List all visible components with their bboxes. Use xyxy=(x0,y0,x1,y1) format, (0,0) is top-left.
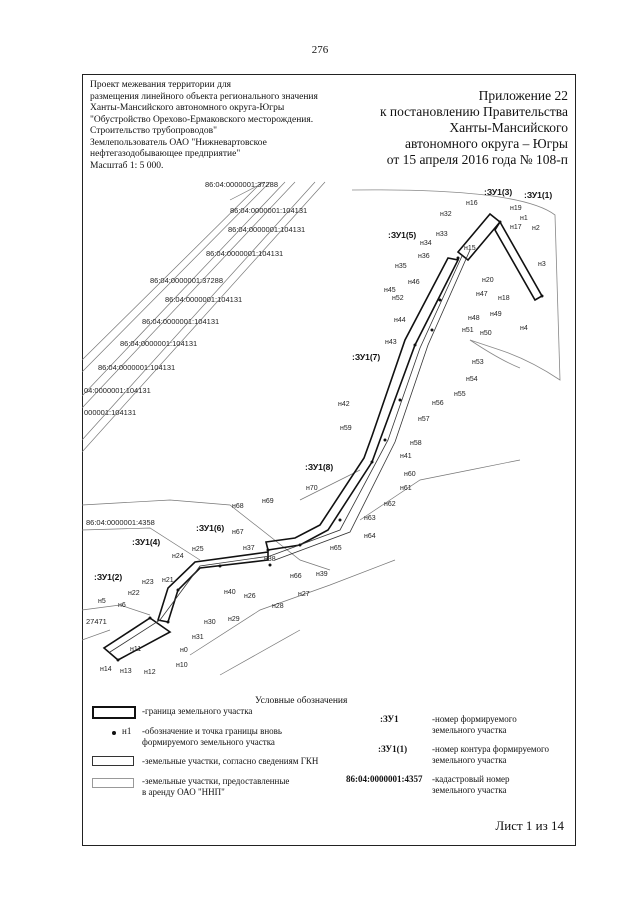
point-label: н48 xyxy=(468,315,480,322)
sheet-number: Лист 1 из 14 xyxy=(495,818,564,833)
point-label: н42 xyxy=(338,401,350,408)
parcel-label: :ЗУ1(3) xyxy=(484,187,513,197)
legend-swatch-boundary xyxy=(92,706,136,719)
cadastral-label: 86:04:0000001:4358 xyxy=(86,518,155,527)
point-label: н14 xyxy=(100,666,112,673)
cadastral-label: 86:04:0000001:37288 xyxy=(205,180,278,189)
point-label: н56 xyxy=(432,400,444,407)
point-label: н20 xyxy=(482,277,494,284)
point-label: н46 xyxy=(408,279,420,286)
point-label: н24 xyxy=(172,553,184,560)
project-line: Землепользователь ОАО "Нижневартовское xyxy=(90,137,267,148)
point-label: н33 xyxy=(436,231,448,238)
point-label: н51 xyxy=(462,327,474,334)
point-label: н31 xyxy=(192,634,204,641)
pipeline-lines xyxy=(110,250,470,652)
parcel-label: :ЗУ1(7) xyxy=(352,352,381,362)
legend-point-marker xyxy=(112,731,116,735)
point-label: н18 xyxy=(498,295,510,302)
legend-right-code: :ЗУ1 xyxy=(380,714,399,724)
point-label: н3 xyxy=(538,261,546,268)
cadastral-map xyxy=(82,180,576,688)
cadastral-label: 86:04:0000001:104131 xyxy=(230,206,308,215)
point-label: н6 xyxy=(118,602,126,609)
point-label: н34 xyxy=(420,240,432,247)
point-label: н60 xyxy=(404,471,416,478)
point-label: н44 xyxy=(394,317,406,324)
point-label: н35 xyxy=(395,263,407,270)
legend-label: формируемого земельного участка xyxy=(142,737,275,747)
point-label: н66 xyxy=(290,573,302,580)
legend-right-code: 86:04:0000001:4357 xyxy=(346,774,423,784)
legend-label: -граница земельного участка xyxy=(142,706,253,716)
point-label: н15 xyxy=(464,245,476,252)
point-label-group xyxy=(98,200,546,676)
project-line: Строительство трубопроводов" xyxy=(90,126,217,136)
point-label: н40 xyxy=(224,589,236,596)
point-label: н57 xyxy=(418,416,430,423)
map-svg xyxy=(82,180,576,688)
cadastral-label: 000001:104131 xyxy=(84,408,137,417)
project-line: Ханты-Мансийского автономного округа-Югры xyxy=(90,103,285,113)
point-label: н4 xyxy=(520,325,528,332)
point-label: н1 xyxy=(520,215,528,222)
cadastral-label: 86:04:0000001:104131 xyxy=(228,225,306,234)
cadastral-label: 27471 xyxy=(86,617,107,626)
legend-point-label: н1 xyxy=(122,726,132,736)
legend-right-label: земельного участка xyxy=(432,785,507,795)
project-line: нефтегазодобывающее предприятие" xyxy=(90,149,241,159)
point-label: н61 xyxy=(400,485,412,492)
legend-label: -земельные участки, предоставленные xyxy=(142,776,290,786)
point-label: н17 xyxy=(510,224,522,231)
point-label: н47 xyxy=(476,291,488,298)
parcel-label: :ЗУ1(8) xyxy=(305,462,334,472)
cadastral-label: 04:0000001:104131 xyxy=(84,386,151,395)
point-label: н54 xyxy=(466,376,478,383)
point-label: н67 xyxy=(232,529,244,536)
point-label: н64 xyxy=(364,533,376,540)
project-line: "Обустройство Орехово-Ермаковского месторождения. xyxy=(90,114,314,125)
point-label: н32 xyxy=(440,211,452,218)
appendix-header xyxy=(338,88,568,168)
appendix-line: Приложение 22 xyxy=(478,88,568,103)
point-label: н10 xyxy=(176,662,188,669)
legend-right-label: земельного участка xyxy=(432,725,507,735)
legend-label: -земельные участки, согласно сведениям ГКН xyxy=(142,756,319,766)
point-label: н65 xyxy=(330,545,342,552)
appendix-line: Ханты-Мансийского xyxy=(449,120,568,135)
parcel-label: :ЗУ1(4) xyxy=(132,537,161,547)
parcel-label: :ЗУ1(5) xyxy=(388,230,417,240)
project-line: Проект межевания территории для xyxy=(90,80,232,90)
parcel-label: :ЗУ1(6) xyxy=(196,523,225,533)
point-label: н58 xyxy=(410,440,422,447)
point-label: н11 xyxy=(130,646,142,653)
legend-title: Условные обозначения xyxy=(255,696,348,706)
legend-right-code: :ЗУ1(1) xyxy=(378,744,408,754)
point-label: н19 xyxy=(510,205,522,212)
cadastral-label: 86:04:0000001:104131 xyxy=(206,249,284,258)
cadastral-label: 86:04:0000001:104131 xyxy=(120,339,198,348)
point-label: н29 xyxy=(228,616,240,623)
legend-label: в аренду ОАО "ННП" xyxy=(142,787,225,797)
legend-swatch-gkn xyxy=(92,756,134,766)
project-description xyxy=(90,80,370,172)
point-label: н53 xyxy=(472,359,484,366)
legend-swatch-lease xyxy=(92,778,134,788)
project-line: Масштаб 1: 5 000. xyxy=(90,160,164,171)
point-label: н22 xyxy=(128,590,140,597)
lower-parcels xyxy=(82,460,520,675)
point-label: н62 xyxy=(384,501,396,508)
page-number: 276 xyxy=(311,44,329,56)
point-label: н16 xyxy=(466,200,478,207)
point-label: н25 xyxy=(192,546,204,553)
point-label: н69 xyxy=(262,498,274,505)
legend-label: -обозначение и точка границы вновь xyxy=(142,726,282,736)
point-label: н52 xyxy=(392,295,404,302)
boundary-points xyxy=(117,221,544,662)
point-label: н27 xyxy=(298,591,310,598)
outer-boundary xyxy=(352,190,560,380)
cadastral-label: 86:04:0000001:104131 xyxy=(98,363,176,372)
parcel-label: :ЗУ1(2) xyxy=(94,572,123,582)
legend-right-label: земельного участка xyxy=(432,755,507,765)
point-label: н26 xyxy=(244,593,256,600)
point-label: н38 xyxy=(264,556,276,563)
point-label: н63 xyxy=(364,515,376,522)
appendix-line: от 15 апреля 2016 года № 108-п xyxy=(386,152,568,167)
point-label: н23 xyxy=(142,579,154,586)
point-label: н28 xyxy=(272,603,284,610)
appendix-line: автономного округа – Югры xyxy=(405,136,568,151)
point-label: н45 xyxy=(384,287,396,294)
legend-right-label: -кадастровый номер xyxy=(432,774,510,784)
point-label: н43 xyxy=(385,339,397,346)
cadastral-label: 86:04:0000001:104131 xyxy=(142,317,220,326)
point-label: н70 xyxy=(306,485,318,492)
point-label: н30 xyxy=(204,619,216,626)
project-line: размещения линейного объекта регионального значения xyxy=(90,91,318,102)
cadastral-label: 86:04:0000001:37288 xyxy=(150,276,223,285)
point-label: н68 xyxy=(232,503,244,510)
point-label: н50 xyxy=(480,330,492,337)
point-label: н12 xyxy=(144,669,156,676)
parcel-label-group xyxy=(94,187,552,582)
legend-right-label: -номер формируемого xyxy=(432,714,517,724)
cadastral-label: 86:04:0000001:104131 xyxy=(165,295,243,304)
point-label: н2 xyxy=(532,225,540,232)
point-label: н36 xyxy=(418,253,430,260)
point-label: н55 xyxy=(454,391,466,398)
legend-right-label: -номер контура формируемого xyxy=(432,744,549,754)
point-label: н5 xyxy=(98,598,106,605)
point-label: н37 xyxy=(243,545,255,552)
appendix-line: к постановлению Правительства xyxy=(379,104,568,119)
parcel-label: :ЗУ1(1) xyxy=(524,190,553,200)
point-label: н59 xyxy=(340,425,352,432)
point-label: н13 xyxy=(120,668,132,675)
point-label: н41 xyxy=(400,453,412,460)
point-label: н0 xyxy=(180,647,188,654)
point-label: н39 xyxy=(316,571,328,578)
point-label: н21 xyxy=(162,577,174,584)
point-label: н49 xyxy=(490,311,502,318)
